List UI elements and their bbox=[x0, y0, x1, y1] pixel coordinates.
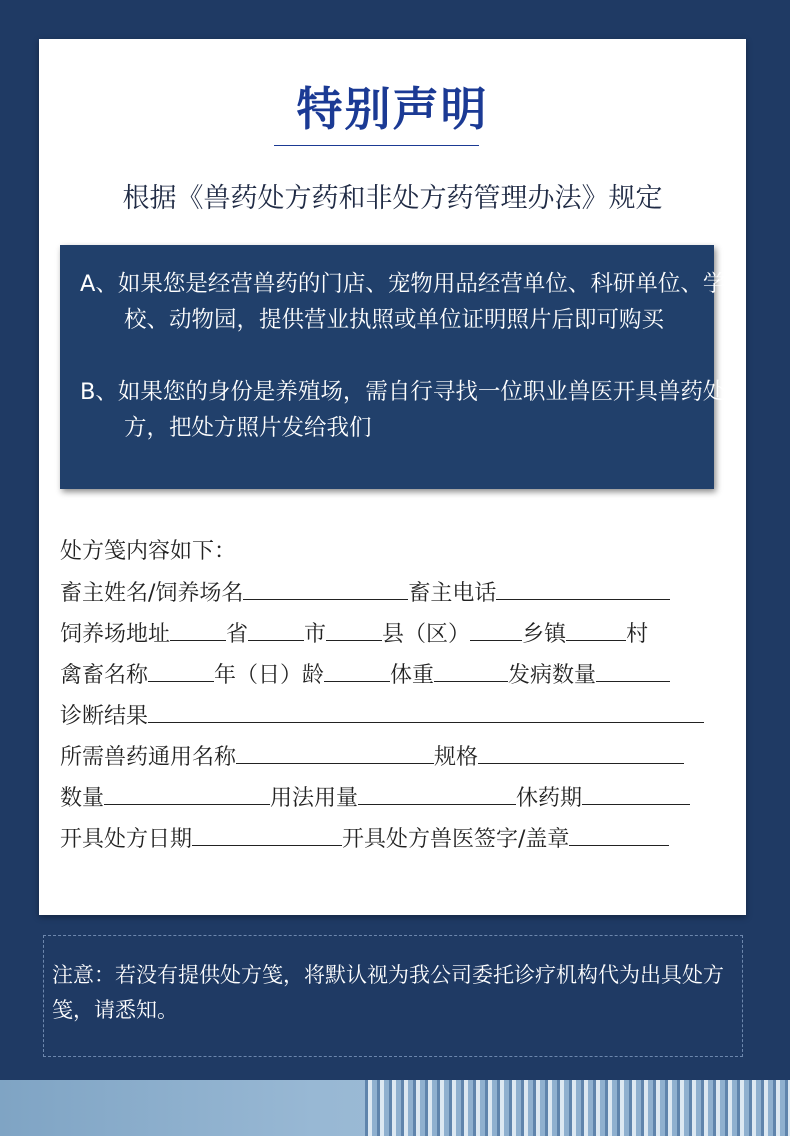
withdrawal-label: 休药期 bbox=[516, 786, 583, 811]
sick-count-blank bbox=[596, 659, 670, 682]
condition-b: B、如果您的身份是养殖场，需自行寻找一位职业兽医开具兽药处方，把处方照片发给我们 bbox=[80, 379, 726, 441]
footer-stripes bbox=[365, 1080, 790, 1136]
form-row-signature bbox=[60, 823, 669, 853]
weight-blank bbox=[434, 659, 508, 682]
regulation-subtitle: 根据《兽药处方药和非处方药管理办法》规定 bbox=[122, 183, 663, 214]
form-row-animal bbox=[60, 659, 670, 689]
statement-card bbox=[39, 39, 746, 915]
city-blank bbox=[248, 618, 304, 641]
drug-name-blank bbox=[236, 741, 434, 764]
title-underline bbox=[274, 145, 479, 146]
owner-name-label: 畜主姓名/饲养场名 bbox=[60, 581, 244, 606]
dosage-blank bbox=[358, 782, 516, 805]
attention-note-box bbox=[43, 935, 743, 1057]
animal-name-label: 禽畜名称 bbox=[60, 663, 149, 688]
form-intro-row bbox=[60, 537, 236, 567]
province-blank bbox=[170, 618, 226, 641]
form-row-drug bbox=[60, 741, 684, 771]
province-label: 省 bbox=[226, 622, 249, 647]
drug-name-label: 所需兽药通用名称 bbox=[60, 745, 237, 770]
village-label: 村 bbox=[626, 622, 649, 647]
withdrawal-blank bbox=[582, 782, 690, 805]
page-title: 特别声明 bbox=[296, 82, 489, 136]
weight-label: 体重 bbox=[390, 663, 435, 688]
owner-phone-blank bbox=[496, 577, 670, 600]
dosage-label: 用法用量 bbox=[270, 786, 359, 811]
farm-address-label: 饲养场地址 bbox=[60, 622, 171, 647]
spec-blank bbox=[478, 741, 684, 764]
city-label: 市 bbox=[304, 622, 327, 647]
form-row-diagnosis bbox=[60, 700, 704, 730]
condition-a: A、如果您是经营兽药的门店、宠物用品经营单位、科研单位、学校、动物园，提供营业执照或单位证明照片后即可购买 bbox=[80, 271, 726, 333]
spec-label: 规格 bbox=[434, 745, 479, 770]
diagnosis-label: 诊断结果 bbox=[60, 704, 149, 729]
county-label: 县（区） bbox=[382, 622, 471, 647]
village-blank bbox=[566, 618, 626, 641]
diagnosis-blank bbox=[148, 700, 704, 723]
quantity-label: 数量 bbox=[60, 786, 105, 811]
township-label: 乡镇 bbox=[522, 622, 567, 647]
form-row-address bbox=[60, 618, 648, 648]
age-label: 年（日）龄 bbox=[214, 663, 325, 688]
age-blank bbox=[324, 659, 390, 682]
form-row-owner bbox=[60, 577, 670, 607]
date-blank bbox=[192, 823, 342, 846]
owner-name-blank bbox=[243, 577, 408, 600]
county-blank bbox=[326, 618, 382, 641]
purchase-conditions-box bbox=[60, 245, 726, 489]
form-row-dosage bbox=[60, 782, 690, 812]
footer-decoration bbox=[0, 1080, 790, 1136]
form-intro: 处方笺内容如下： bbox=[60, 539, 237, 564]
signature-label: 开具处方兽医签字/盖章 bbox=[342, 827, 570, 852]
township-blank bbox=[470, 618, 522, 641]
date-label: 开具处方日期 bbox=[60, 827, 193, 852]
sick-count-label: 发病数量 bbox=[508, 663, 597, 688]
signature-blank bbox=[569, 823, 669, 846]
quantity-blank bbox=[104, 782, 270, 805]
attention-note: 注意：若没有提供处方笺，将默认视为我公司委托诊疗机构代为出具处方笺，请悉知。 bbox=[52, 963, 724, 1022]
animal-name-blank bbox=[148, 659, 214, 682]
owner-phone-label: 畜主电话 bbox=[408, 581, 497, 606]
